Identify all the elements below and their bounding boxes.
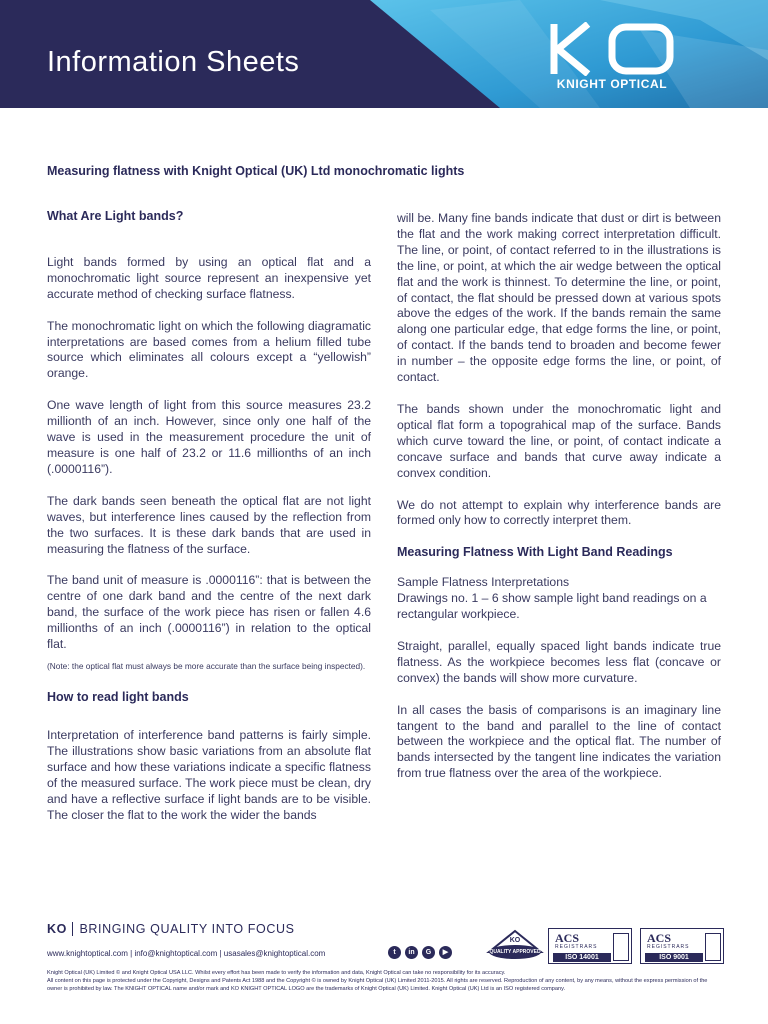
iso-14001-badge bbox=[548, 928, 632, 964]
youtube-icon[interactable]: ▶ bbox=[439, 946, 452, 959]
badge-registrars: REGISTRARS bbox=[555, 944, 598, 950]
sample-interpretations-label: Sample Flatness Interpretations bbox=[397, 575, 570, 590]
knight-optical-logo bbox=[548, 22, 676, 76]
badge-iso-label: ISO 14001 bbox=[553, 953, 611, 962]
note-text: (Note: the optical flat must always be more accurate than the surface being inspected). bbox=[47, 660, 366, 671]
left-column bbox=[47, 209, 371, 840]
paragraph: Straight, parallel, equally spaced light bands indicate true flatness. As the workpiece becomes less flat (concave or convex) the bands will show more curvature. bbox=[397, 638, 721, 685]
page-header-title: Information Sheets bbox=[47, 46, 300, 78]
paragraph: The monochromatic light on which the following diagramatic interpretations are based comes from a helium filled tube source which eliminates all colours except a “yellowish” orange. bbox=[47, 318, 371, 381]
section-heading-read-bands: How to read light bands bbox=[47, 690, 189, 705]
header-banner bbox=[0, 0, 768, 108]
iso-9001-badge bbox=[640, 928, 724, 964]
badge-ko: KO bbox=[509, 937, 521, 944]
drawings-text: Drawings no. 1 – 6 show sample light band readings on a rectangular workpiece. bbox=[397, 591, 707, 622]
legal-line-1: Knight Optical (UK) Limited © and Knight Optical USA LLC. Whilst every effort has been made to verify the information and data, Knight Optical can take no responsibility for its accuracy. bbox=[47, 970, 506, 976]
badge-iso-label: ISO 9001 bbox=[645, 953, 703, 962]
linkedin-icon[interactable]: in bbox=[405, 946, 418, 959]
paragraph: One wave length of light from this source measures 23.2 millionth of an inch. However, since only one half of the wave is used in the measurement procedure the unit of measure is one half of 23.2 or 11.6 millionths of an inch (.0000116”). bbox=[47, 398, 371, 476]
section-heading-light-bands: What Are Light bands? bbox=[47, 209, 184, 223]
paragraph: In all cases the basis of comparisons is an imaginary line tangent to the band and parallel to the line of contact between the workpiece and the optical flat. The number of bands intersected by the tangent line indicates the variation from true flatness over the area of the workpiece. bbox=[397, 702, 721, 781]
google-icon[interactable]: G bbox=[422, 946, 435, 959]
paragraph: Interpretation of interference band patterns is fairly simple. The illustrations show basic variations from an absolute flat surface and how these variations indicate a specific flatness of the measured surface. The work piece must be clean, dry and have a reflective surface if light bands are to be visible. The closer the flat to the work the wider the bands bbox=[47, 728, 371, 822]
right-column bbox=[397, 211, 721, 798]
section-heading-flatness-readings: Measuring Flatness With Light Band Readings bbox=[397, 545, 673, 560]
footer-tagline bbox=[47, 922, 295, 936]
logo-subtitle: KNIGHT OPTICAL bbox=[556, 77, 668, 91]
paragraph bbox=[397, 575, 721, 623]
paragraph: The dark bands seen beneath the optical flat are not light waves, but interference lines caused by the reflection from the two surfaces. It is these dark bands that are used in measuring the flatness of the surface. bbox=[47, 493, 371, 556]
footer-links[interactable]: www.knightoptical.com | info@knightoptical.com | usasales@knightoptical.com bbox=[47, 949, 326, 958]
legal-line-2: All content on this page is protected under the Copyright, Designs and Patents Act 1988 and the Copyright © is owned by Knight Optical (UK) Limited 2011-2015. All rights are reserved. Reproduction of any content, by any means, without the express permission of the owner is prohibited by law. The KNIGHT OPTICAL name and/or mark and KO KNIGHT OPTICAL LOGO are the trademarks of Knight Optical (UK) Limited. Knight Optical (UK) Ltd is an ISO registered company. bbox=[47, 978, 708, 992]
quality-approved-badge bbox=[486, 928, 544, 962]
legal-disclaimer bbox=[47, 969, 723, 993]
twitter-icon[interactable]: t bbox=[388, 946, 401, 959]
quality-badge-icon bbox=[486, 928, 544, 962]
ukas-mark-icon bbox=[705, 933, 721, 961]
document-title: Measuring flatness with Knight Optical (UK) Ltd monochromatic lights bbox=[47, 164, 465, 178]
footer-ko-logo: KO bbox=[47, 922, 67, 936]
social-icons bbox=[388, 946, 452, 959]
footer-divider bbox=[72, 922, 74, 936]
ukas-mark-icon bbox=[613, 933, 629, 961]
badge-acs-title: ACS bbox=[647, 931, 672, 945]
badge-quality-text: QUALITY APPROVED bbox=[489, 949, 541, 955]
paragraph: Light bands formed by using an optical flat and a monochromatic light source represent an inexpensive yet accurate method of checking surface flatness. bbox=[47, 254, 371, 301]
badge-acs-title: ACS bbox=[555, 931, 580, 945]
paragraph: The bands shown under the monochromatic light and optical flat form a topograhical map of the surface. Bands which curve toward the line, or point, of contact indicate a concave surface and bands that curve away indicate a convex condition. bbox=[397, 401, 721, 480]
tagline-text: BRINGING QUALITY INTO FOCUS bbox=[79, 922, 295, 936]
paragraph: will be. Many fine bands indicate that dust or dirt is between the flat and the work making correct interpretation difficult. The line, or point, of contact referred to in the illustrations is the line, or point, at which the air wedge between the optical flat and the work is thinnest. To determine the line, or point, of contact, the flat should be pressed down at various spots above the edges of the work. If the bands remain the same along one particular edge, that edge forms the line, or point, of contact. If the bands tend to broaden and become fewer in number – the opposite edge forms the line, or point, of contact. bbox=[397, 211, 721, 385]
paragraph: We do not attempt to explain why interference bands are formed only how to correctly interpret them. bbox=[397, 497, 721, 528]
badge-registrars: REGISTRARS bbox=[647, 944, 690, 950]
paragraph: The band unit of measure is .0000116”: that is between the centre of one dark band and the centre of the next dark band, the surface of the work piece has risen or fallen 4.6 millionths of an inch (.0000116”) in relation to the optical flat. bbox=[47, 573, 371, 652]
